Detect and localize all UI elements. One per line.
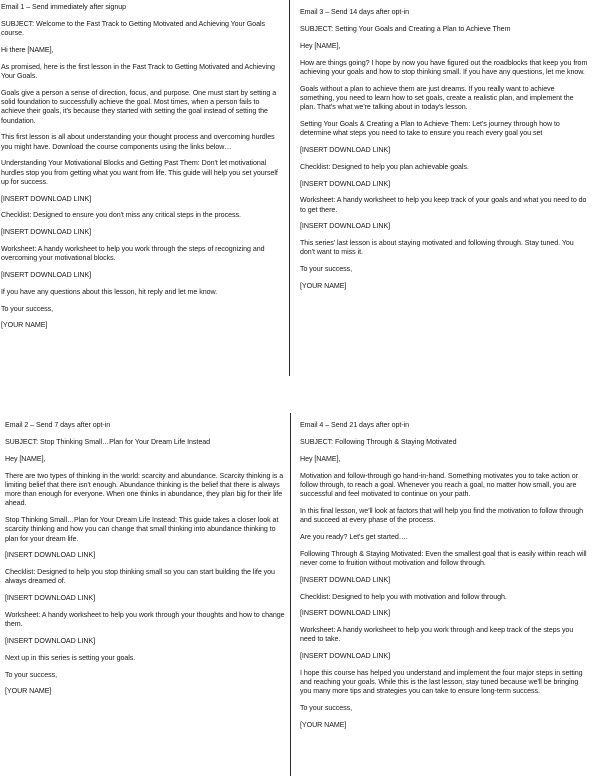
email-paragraph: Setting Your Goals & Creating a Plan to Achieve Them: Let's journey through how to determine what steps you need to take to ensure you reach every goal you set: [300, 120, 560, 138]
email-paragraph: [YOUR NAME]: [1, 321, 48, 330]
email-paragraph: [INSERT DOWNLOAD LINK]: [300, 222, 391, 231]
email-paragraph: Checklist: Designed to help you with motivation and follow through.: [300, 592, 507, 601]
email-paragraph: Checklist: Designed to help you stop thinking small so you can start building the life you always dreamed of.: [5, 568, 275, 586]
email-paragraph: Hi there [NAME],: [1, 46, 54, 55]
email-2-block: [3, 421, 285, 704]
email-paragraph: [INSERT DOWNLOAD LINK]: [300, 609, 391, 618]
email-heading: Email 3 – Send 14 days after opt-in: [300, 8, 410, 16]
email-paragraph: If you have any questions about this lesson, hit reply and let me know.: [1, 287, 218, 296]
email-paragraph: SUBJECT: Welcome to the Fast Track to Getting Motivated and Achieving Your Goals course.: [1, 20, 265, 38]
email-paragraph: To your success,: [5, 670, 58, 679]
email-paragraph: [YOUR NAME]: [5, 687, 52, 696]
email-paragraph: [INSERT DOWNLOAD LINK]: [1, 194, 92, 203]
email-paragraph: Motivation and follow-through go hand-in-hand. Something motivates you to take action or follow through, to reach a goal. Whenever you reach a goal, no matter how small, you are successful and feel motivated to continue on your path.: [300, 471, 578, 499]
email-paragraph: Checklist: Designed to help you plan achievable goals.: [300, 162, 469, 171]
email-paragraph: As promised, here is the first lesson in the Fast Track to Getting Motivated and Achieving Your Goals.: [1, 63, 275, 81]
email-paragraph: [YOUR NAME]: [300, 720, 347, 729]
email-paragraph: Stop Thinking Small…Plan for Your Dream Life Instead: This guide takes a closer look at scarcity thinking and how you can change that small thinking into abundance thinking to plan for your dream life.: [5, 516, 279, 543]
email-paragraph: There are two types of thinking in the world: scarcity and abundance. Scarcity thinking is a limiting belief that there isn't enough. Abundance thinking is the belief that there is always more than enough for everyone. When one thinks in abundance, they plan big for their life ahead.: [5, 471, 284, 508]
email-3-block: [300, 8, 588, 299]
email-paragraph: [INSERT DOWNLOAD LINK]: [300, 575, 391, 584]
email-paragraph: SUBJECT: Following Through & Staying Motivated: [300, 438, 457, 447]
email-paragraph: [INSERT DOWNLOAD LINK]: [1, 228, 92, 237]
column-divider-top: [289, 0, 290, 376]
email-1-block: [1, 3, 283, 338]
email-paragraph: Understanding Your Motivational Blocks and Getting Past Them: Don't let motivational hurdles stop you from getting what you want from life. This guide will help you set yourself up for success.: [1, 159, 278, 186]
email-paragraph: This first lesson is all about understanding your thought process and overcoming hurdles you might have. Download the course components using the links below…: [1, 133, 275, 151]
email-paragraph: Hey [NAME],: [300, 42, 341, 50]
email-paragraph: To your success,: [1, 304, 54, 313]
email-paragraph: [INSERT DOWNLOAD LINK]: [300, 146, 391, 154]
email-paragraph: Worksheet: A handy worksheet to help you work through your thoughts and how to change them.: [5, 611, 285, 629]
email-paragraph: Hey [NAME],: [5, 455, 46, 463]
email-heading: Email 4 – Send 21 days after opt-in: [300, 421, 410, 429]
email-paragraph: [INSERT DOWNLOAD LINK]: [1, 271, 92, 279]
email-paragraph: I hope this course has helped you understand and implement the four major steps in setting and reaching your goals. While this is the last lesson, stay tuned because we'll be bringing you many more tips and strategies you can take to ensure long-term success.: [300, 668, 583, 696]
email-paragraph: To your success,: [300, 265, 353, 274]
email-heading: Email 1 – Send immediately after signup: [1, 3, 127, 11]
email-heading: Email 2 – Send 7 days after opt-in: [5, 421, 111, 429]
email-paragraph: [INSERT DOWNLOAD LINK]: [5, 551, 96, 560]
email-paragraph: [YOUR NAME]: [300, 281, 347, 290]
email-paragraph: Following Through & Staying Motivated: Even the smallest goal that is easily within reach will never come to fruition without motivation and follow through.: [300, 549, 587, 567]
email-paragraph: To your success,: [300, 704, 353, 713]
email-paragraph: [INSERT DOWNLOAD LINK]: [300, 179, 391, 188]
column-divider-bottom: [290, 413, 291, 776]
email-paragraph: [INSERT DOWNLOAD LINK]: [300, 652, 391, 661]
email-paragraph: SUBJECT: Stop Thinking Small…Plan for Your Dream Life Instead: [5, 438, 211, 447]
email-paragraph: Hey [NAME],: [300, 455, 341, 463]
email-paragraph: Goals without a plan to achieve them are just dreams. If you really want to achieve something, you need to learn how to set goals, create a realistic plan, and implement the plan. That's what we're talking about in today's lesson.: [300, 84, 574, 112]
email-paragraph: [INSERT DOWNLOAD LINK]: [5, 637, 96, 645]
email-paragraph: In this final lesson, we'll look at factors that will help you find the motivation to follow through and succeed at every phase of the process.: [300, 507, 584, 525]
email-paragraph: How are things going? I hope by now you have figured out the roadblocks that keep you from achieving your goals and how to stop thinking small. If you have any questions, let me know.: [300, 58, 588, 76]
email-paragraph: Checklist: Designed to ensure you don't miss any critical steps in the process.: [1, 211, 241, 220]
email-paragraph: Goals give a person a sense of direction, focus, and purpose. One must start by setting a solid foundation to successfully achieve the goal. Most times, when a person fails to achieve their goals, it's because they started with setting the goal instead of setting the foundation.: [1, 89, 277, 125]
email-paragraph: Are you ready? Let's get started….: [300, 533, 408, 541]
email-paragraph: [INSERT DOWNLOAD LINK]: [5, 594, 96, 603]
email-paragraph: SUBJECT: Setting Your Goals and Creating a Plan to Achieve Them: [300, 25, 511, 34]
email-paragraph: Worksheet: A handy worksheet to help you work through the steps of recognizing and overcoming your motivational blocks.: [1, 245, 265, 263]
email-paragraph: Worksheet: A handy worksheet to help you keep track of your goals and what you need to do to get there.: [300, 196, 587, 214]
email-4-block: [300, 421, 590, 738]
email-paragraph: This series' last lesson is about staying motivated and following through. Stay tuned. You don't want to miss it.: [300, 239, 574, 257]
email-paragraph: Next up in this series is setting your goals.: [5, 653, 136, 662]
email-paragraph: Worksheet: A handy worksheet to help you work through and keep track of the steps you need to take.: [300, 626, 574, 644]
